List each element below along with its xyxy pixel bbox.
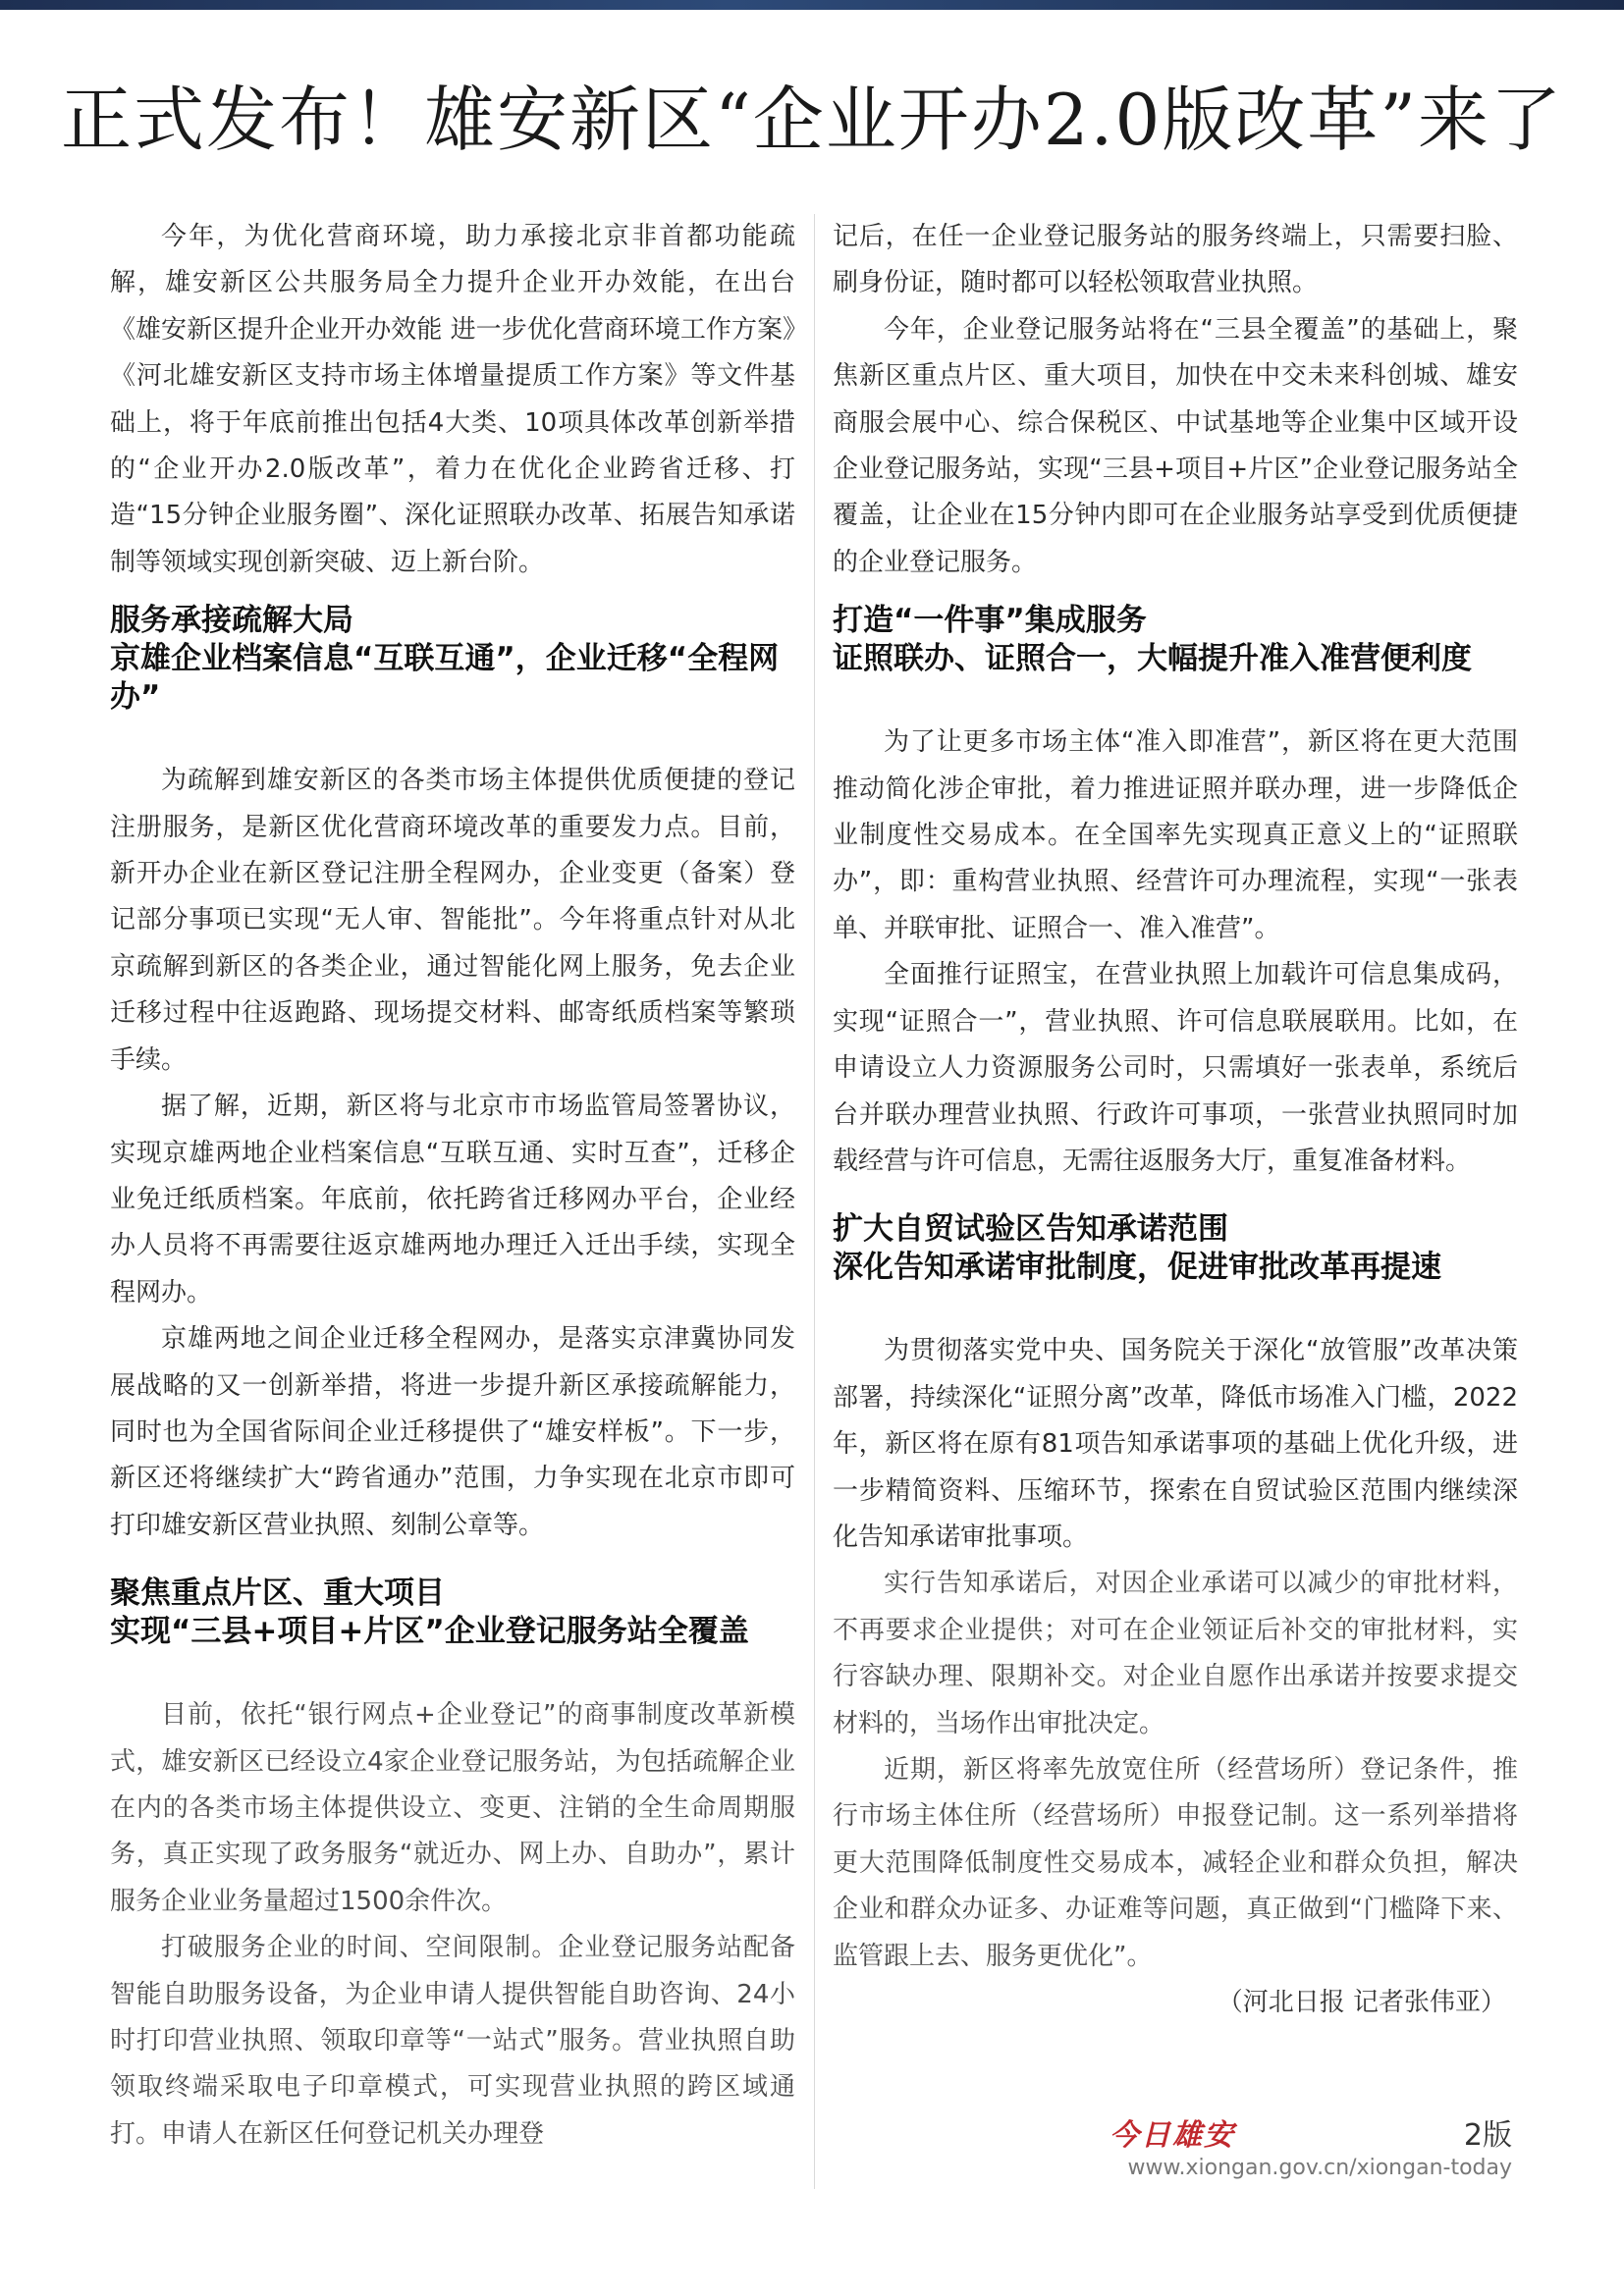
column-divider	[814, 214, 815, 2189]
section-heading	[110, 1575, 795, 1651]
body-paragraph: 京雄两地之间企业迁移全程网办，是落实京津冀协同发展战略的又一创新举措，将进一步提升新区承接疏解能力，同时也为全国省际间企业迁移提供了“雄安样板”。下一步，新区还将继续扩大“跨省通办”范围，力争实现在北京市即可打印雄安新区营业执照、刻制公章等。	[110, 1324, 795, 1540]
body-paragraph: 目前，依托“银行网点+企业登记”的商事制度改革新模式，雄安新区已经设立4家企业登记服务站，为包括疏解企业在内的各类市场主体提供设立、变更、注销的全生命周期服务，真正实现了政务服务“就近办、网上办、自助办”，累计服务企业业务量超过1500余件次。	[110, 1700, 795, 1916]
brand-logo: 今日雄安	[1110, 2118, 1235, 2153]
section-body	[110, 1692, 795, 2158]
body-paragraph: 打破服务企业的时间、空间限制。企业登记服务站配备智能自助服务设备，为企业申请人提供智能自助咨询、24小时打印营业执照、领取印章等“一站式”服务。营业执照自助领取终端采取电子印章模式，可实现营业执照的跨区域通打。申请人在新区任何登记机关办理登	[110, 1933, 795, 2149]
section-heading-line: 服务承接疏解大局	[110, 603, 353, 639]
intro-paragraph: 今年，为优化营商环境，助力承接北京非首都功能疏解，雄安新区公共服务局全力提升企业开办效能，在出台《雄安新区提升企业开办效能 进一步优化营商环境工作方案》《河北雄安新区支持市场主体增量提质工作方案》等文件基础上，将于年底前推出包括4大类、10项具体改革创新举措的“企业开办2.0版改革”，着力在优化企业跨省迁移、打造“15分钟企业服务圈”、深化证照联办改革、拓展告知承诺制等领域实现创新突破、迈上新台阶。	[110, 222, 795, 577]
body-paragraph: 为贯彻落实党中央、国务院关于深化“放管服”改革决策部署，持续深化“证照分离”改革，降低市场准入门槛，2022年，新区将在原有81项告知承诺事项的基础上优化升级，进一步精简资料、压缩环节，探索在自贸试验区范围内继续深化告知承诺审批事项。	[833, 1336, 1518, 1552]
body-paragraph: 今年，企业登记服务站将在“三县全覆盖”的基础上，聚焦新区重点片区、重大项目，加快在中交未来科创城、雄安商服会展中心、综合保税区、中试基地等企业集中区域开设企业登记服务站，实现“三县+项目+片区”企业登记服务站全覆盖，让企业在15分钟内即可在企业服务站享受到优质便捷的企业登记服务。	[833, 314, 1518, 577]
section-heading-line: 证照联办、证照合一，大幅提升准入准营便利度	[833, 641, 1472, 677]
body-paragraph: 实行告知承诺后，对因企业承诺可以减少的审批材料，不再要求企业提供；对可在企业领证后补交的审批材料，实行容缺办理、限期补交。对企业自愿作出承诺并按要求提交材料的，当场作出审批决定。	[833, 1569, 1518, 1738]
article-headline: 正式发布！雄安新区“企业开办2.0版改革”来了	[60, 79, 1564, 161]
body-paragraph: 全面推行证照宝，在营业执照上加载许可信息集成码，实现“证照合一”，营业执照、许可信息联展联用。比如，在申请设立人力资源服务公司时，只需填好一张表单，系统后台并联办理营业执照、行政许可事项，一张营业执照同时加载经营与许可信息，无需往返服务大厅，重复准备材料。	[833, 960, 1518, 1176]
section-heading	[110, 602, 795, 717]
byline: （河北日报 记者张伟亚）	[1217, 1988, 1506, 2017]
body-paragraph: 近期，新区将率先放宽住所（经营场所）登记条件，推行市场主体住所（经营场所）申报登记制。这一系列举措将更大范围降低制度性交易成本，减轻企业和群众负担，解决企业和群众办证多、办证难等问题，真正做到“门槛降下来、监管跟上去、服务更优化”。	[833, 1754, 1518, 1971]
section-heading-line: 打造“一件事”集成服务	[833, 603, 1147, 639]
section-heading-line: 聚焦重点片区、重大项目	[110, 1575, 445, 1612]
body-paragraph: 为了让更多市场主体“准入即准营”，新区将在更大范围推动简化涉企审批，着力推进证照并联办理，进一步降低企业制度性交易成本。在全国率先实现真正意义上的“证照联办”，即：重构营业执照、经营许可办理流程，实现“一张表单、并联审批、证照合一、准入准营”。	[833, 727, 1518, 943]
body-paragraph: 为疏解到雄安新区的各类市场主体提供优质便捷的登记注册服务，是新区优化营商环境改革的重要发力点。目前，新开办企业在新区登记注册全程网办，企业变更（备案）登记部分事项已实现“无人审、智能批”。今年将重点针对从北京疏解到新区的各类企业，通过智能化网上服务，免去企业迁移过程中往返跑路、现场提交材料、邮寄纸质档案等繁琐手续。	[110, 766, 795, 1075]
left-column	[110, 214, 795, 2158]
right-column	[833, 214, 1518, 2026]
section-heading	[833, 1210, 1518, 1287]
section-heading-line: 实现“三县+项目+片区”企业登记服务站全覆盖	[110, 1614, 749, 1650]
section-heading	[833, 602, 1518, 678]
edition-label: 2版	[1463, 2118, 1512, 2153]
section-body	[833, 1561, 1518, 2026]
continued-paragraph: 记后，在任一企业登记服务站的服务终端上，只需要扫脸、刷身份证，随时都可以轻松领取营业执照。	[833, 222, 1518, 298]
section-heading-line: 深化告知承诺审批制度，促进审批改革再提速	[833, 1250, 1441, 1286]
top-banner-bar	[0, 0, 1624, 10]
body-paragraph: 据了解，近期，新区将与北京市市场监管局签署协议，实现京雄两地企业档案信息“互联互通、实时互查”，迁移企业免迁纸质档案。年底前，依托跨省迁移网办平台，企业经办人员将不再需要往返京雄两地办理迁入迁出手续，实现全程网办。	[110, 1092, 795, 1308]
footer-url: www.xiongan.gov.cn/xiongan-today	[1127, 2156, 1512, 2180]
page-footer	[1110, 2110, 1512, 2189]
section-heading-line: 京雄企业档案信息“互联互通”，企业迁移“全程网办”	[110, 641, 780, 716]
section-heading-line: 扩大自贸试验区告知承诺范围	[833, 1211, 1228, 1248]
